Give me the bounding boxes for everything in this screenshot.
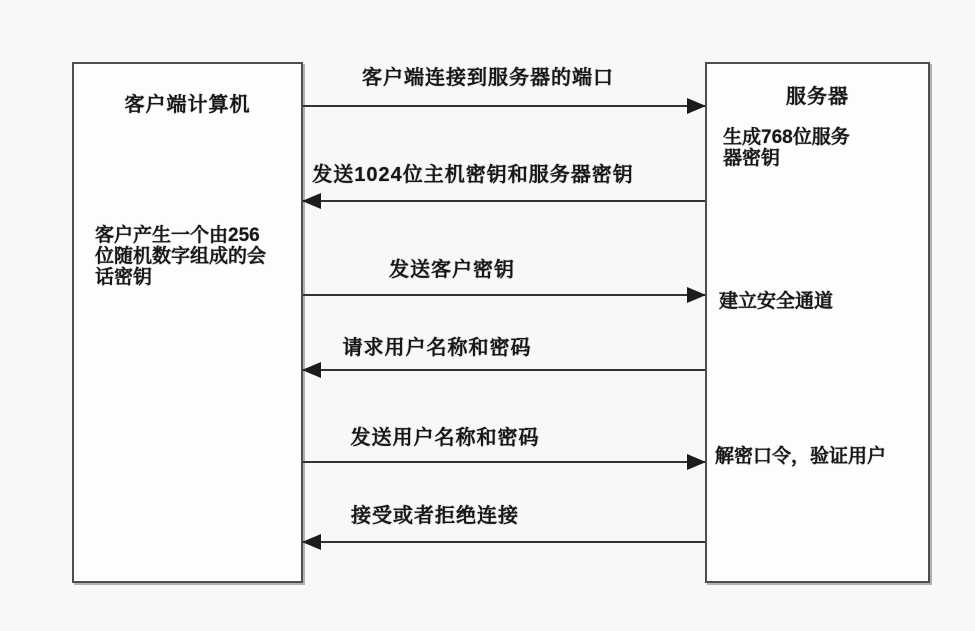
message-line-accept-reject — [303, 541, 705, 543]
arrowhead-left-icon — [302, 193, 321, 209]
arrowhead-right-icon — [687, 98, 706, 114]
message-label-accept-reject: 接受或者拒绝连接 — [351, 505, 519, 527]
client-box-title: 客户端计算机 — [124, 94, 251, 116]
message-label-connect-port: 客户端连接到服务器的端口 — [362, 67, 614, 89]
arrowhead-left-icon — [302, 362, 321, 378]
message-line-connect-port — [303, 105, 705, 107]
client-box — [72, 62, 303, 583]
server-note-generate-key: 生成768位服务器密钥 — [723, 127, 850, 169]
server-box-title: 服务器 — [786, 86, 849, 108]
message-label-send-host-server-keys: 发送1024位主机密钥和服务器密钥 — [312, 164, 634, 186]
arrowhead-right-icon — [687, 287, 706, 303]
server-note-verify-user: 解密口令，验证用户 — [715, 446, 887, 467]
message-label-request-credentials: 请求用户名称和密码 — [342, 337, 532, 359]
message-line-send-host-server-keys — [303, 200, 705, 202]
message-label-send-credentials: 发送用户名称和密码 — [350, 427, 540, 449]
arrowhead-left-icon — [302, 534, 321, 550]
client-session-key-note: 客户产生一个由256位随机数字组成的会话密钥 — [95, 225, 267, 288]
arrowhead-right-icon — [687, 454, 706, 470]
server-box — [705, 62, 930, 583]
message-line-send-credentials — [303, 461, 705, 463]
message-line-send-client-key — [303, 294, 705, 296]
server-note-secure-channel: 建立安全通道 — [719, 291, 834, 312]
message-line-request-credentials — [303, 369, 705, 371]
message-label-send-client-key: 发送客户密钥 — [389, 259, 515, 281]
